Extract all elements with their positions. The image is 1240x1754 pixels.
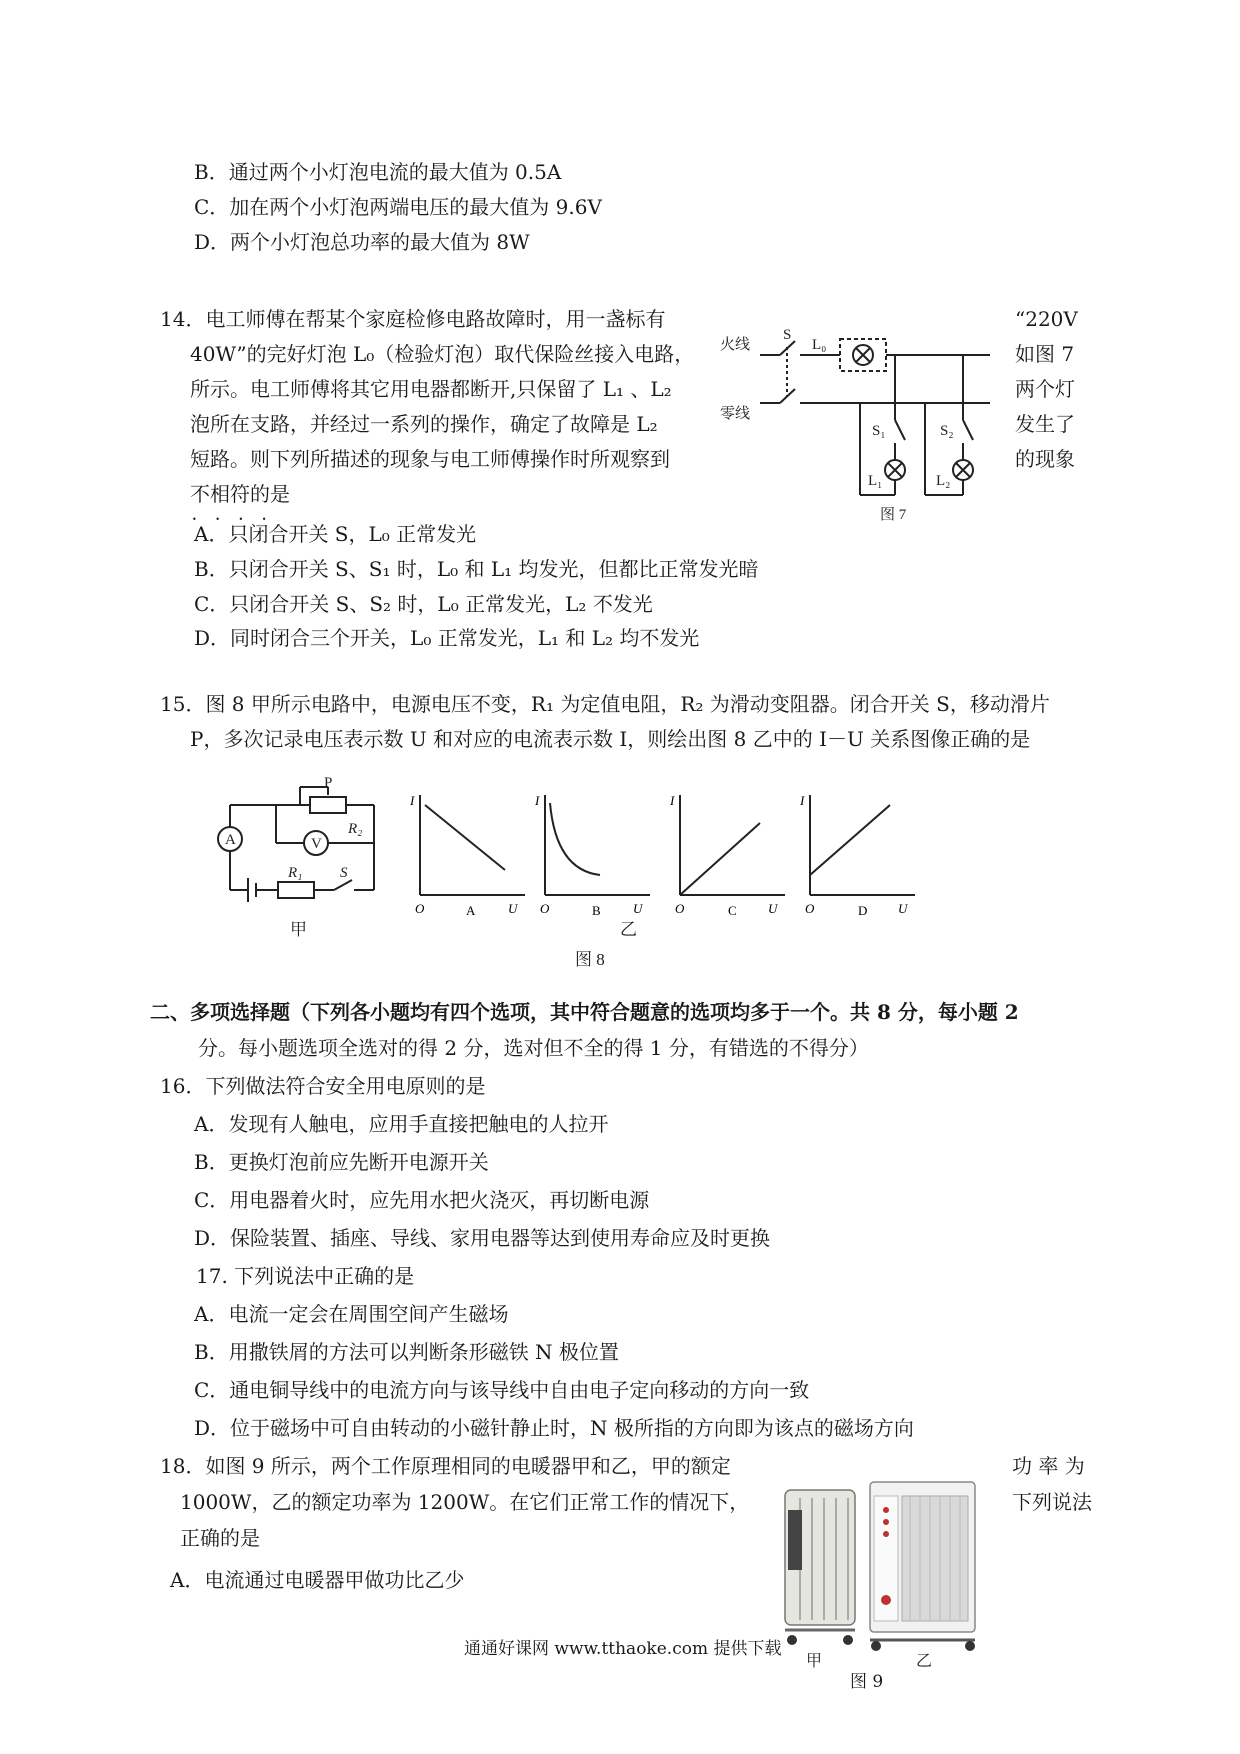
- section-2-heading: 二、多项选择题（下列各小题均有四个选项，其中符合题意的选项均多于一个。共 8 分，每小题 2: [150, 1000, 1019, 1024]
- svg-text:B: B: [592, 903, 601, 918]
- q18-stem-right-1: 功 率 为: [1012, 1454, 1085, 1478]
- svg-text:U: U: [768, 901, 778, 916]
- q15-stem-line-1: 15．图 8 甲所示电路中，电源电压不变，R₁ 为定值电阻，R₂ 为滑动变阻器。闭合开关 S，移动滑片: [160, 692, 1050, 716]
- page-footer: 通通好课网 www.tthaoke.com 提供下载: [464, 1639, 782, 1659]
- fig9-caption: 图 9: [850, 1672, 884, 1692]
- q14-stem-right-4: 发生了: [1015, 412, 1075, 436]
- q17-stem: 17. 下列说法中正确的是: [196, 1264, 415, 1288]
- figure-7-circuit: [720, 325, 1010, 525]
- fig8-label-s: S: [340, 865, 348, 881]
- q14-stem-line-5: 短路。则下列所描述的现象与电工师傅操作时所观察到: [190, 447, 670, 471]
- graph-d: [799, 793, 915, 918]
- q16-option-c: C．用电器着火时，应先用水把火浇灭，再切断电源: [194, 1188, 650, 1212]
- svg-text:U: U: [898, 901, 908, 916]
- fig8-label-yi: 乙: [620, 920, 637, 939]
- svg-text:A: A: [466, 903, 476, 918]
- q18-stem-line-1: 18．如图 9 所示，两个工作原理相同的电暖器甲和乙，甲的额定: [160, 1454, 731, 1478]
- q13-option-c: C．加在两个小灯泡两端电压的最大值为 9.6V: [194, 195, 602, 219]
- q13-option-b: B．通过两个小灯泡电流的最大值为 0.5A: [194, 160, 562, 184]
- q14-emphasis-text: 不相符的是 • • • •: [190, 482, 290, 506]
- q14-stem-right-1: “220V: [1015, 307, 1078, 331]
- q13-option-d: D．两个小灯泡总功率的最大值为 8W: [194, 230, 530, 254]
- svg-text:O: O: [675, 901, 685, 916]
- fig8-ammeter-label: A: [225, 832, 236, 848]
- q14-stem-line-6: [190, 480, 290, 508]
- fig8-label-jia: 甲: [290, 920, 307, 939]
- q14-stem-right-2: 如图 7: [1015, 342, 1075, 366]
- svg-text:O: O: [415, 901, 425, 916]
- q14-stem-line-2: 40W”的完好灯泡 L₀（检验灯泡）取代保险丝接入电路，: [190, 342, 695, 366]
- q14-option-a: A．只闭合开关 S，L₀ 正常发光: [194, 522, 477, 546]
- q14-stem-right-5: 的现象: [1015, 447, 1075, 471]
- q14-stem-line-4: 泡所在支路，并经过一系列的操作，确定了故障是 L₂: [190, 412, 658, 436]
- fig7-label-l1: L₁: [868, 473, 883, 489]
- graph-c: [669, 793, 785, 918]
- svg-text:I: I: [410, 793, 415, 808]
- q18-stem-line-2: 1000W，乙的额定功率为 1200W。在它们正常工作的情况下，: [180, 1490, 750, 1514]
- panel-heater-image: [870, 1482, 975, 1651]
- q16-option-b: B．更换灯泡前应先断开电源开关: [194, 1150, 489, 1174]
- bulb-l2-icon: [953, 460, 973, 480]
- fig7-label-live: 火线: [720, 337, 751, 353]
- fig8-label-r1: R₁: [288, 865, 303, 881]
- q17-option-d: D．位于磁场中可自由转动的小磁针静止时，N 极所指的方向即为该点的磁场方向: [194, 1416, 914, 1440]
- svg-text:O: O: [805, 901, 815, 916]
- q17-option-a: A．电流一定会在周围空间产生磁场: [194, 1302, 509, 1326]
- fig7-caption: 图 7: [880, 507, 907, 523]
- q14-option-d: D．同时闭合三个开关，L₀ 正常发光，L₁ 和 L₂ 均不发光: [194, 626, 700, 650]
- svg-text:U: U: [633, 901, 643, 916]
- fig9-label-yi: 乙: [916, 1653, 933, 1670]
- q14-option-c: C．只闭合开关 S、S₂ 时，L₀ 正常发光，L₂ 不发光: [194, 592, 653, 616]
- fig9-label-jia: 甲: [806, 1653, 823, 1670]
- q14-option-b: B．只闭合开关 S、S₁ 时，L₀ 和 L₁ 均发光，但都比正常发光暗: [194, 557, 759, 581]
- q15-stem-line-2: P，多次记录电压表示数 U 和对应的电流表示数 I，则绘出图 8 乙中的 I－U 关系图像正确的是: [190, 727, 1031, 751]
- fig8-label-p: P: [324, 775, 333, 791]
- q14-stem-line-1: 14．电工师傅在帮某个家庭检修电路故障时，用一盏标有: [160, 307, 666, 331]
- q18-option-a: A．电流通过电暖器甲做功比乙少: [170, 1568, 465, 1592]
- q16-option-a: A．发现有人触电，应用手直接把触电的人拉开: [194, 1112, 609, 1136]
- oil-heater-image: [785, 1490, 855, 1645]
- svg-text:I: I: [670, 793, 675, 808]
- figure-8: [200, 775, 980, 975]
- fig7-label-s1: S₁: [872, 423, 886, 439]
- q17-option-c: C．通电铜导线中的电流方向与该导线中自由电子定向移动的方向一致: [194, 1378, 810, 1402]
- q16-stem: 16．下列做法符合安全用电原则的是: [160, 1074, 486, 1098]
- fig8-caption: 图 8: [575, 950, 605, 969]
- q14-stem-right-3: 两个灯: [1015, 377, 1075, 401]
- fig7-label-neutral: 零线: [720, 406, 751, 422]
- section-2-heading-cont: 分。每小题选项全选对的得 2 分，选对但不全的得 1 分，有错选的不得分）: [198, 1036, 869, 1060]
- bulb-l0-icon: [853, 345, 873, 365]
- fig8-voltmeter-label: V: [311, 836, 322, 852]
- graph-b: [534, 793, 650, 918]
- svg-text:D: D: [858, 903, 868, 918]
- q16-option-d: D．保险装置、插座、导线、家用电器等达到使用寿命应及时更换: [194, 1226, 771, 1250]
- fig7-label-s: S: [783, 327, 792, 343]
- svg-text:O: O: [540, 901, 550, 916]
- q14-stem-line-3: 所示。电工师傅将其它用电器都断开,只保留了 L₁ 、L₂: [190, 377, 672, 401]
- q17-option-b: B．用撒铁屑的方法可以判断条形磁铁 N 极位置: [194, 1340, 619, 1364]
- bulb-l1-icon: [885, 460, 905, 480]
- q18-stem-right-2: 下列说法: [1012, 1490, 1092, 1514]
- graph-a: [409, 793, 525, 918]
- svg-text:I: I: [800, 793, 805, 808]
- fig7-label-l2: L₂: [936, 473, 951, 489]
- fig7-label-s2: S₂: [940, 423, 954, 439]
- figure-9-heaters: [770, 1470, 990, 1670]
- q18-stem-line-3: 正确的是: [180, 1526, 260, 1550]
- fig8-label-r2: R₂: [348, 821, 363, 837]
- fig7-label-l0: L₀: [812, 337, 827, 353]
- svg-text:U: U: [508, 901, 518, 916]
- svg-text:C: C: [728, 903, 737, 918]
- svg-text:I: I: [535, 793, 540, 808]
